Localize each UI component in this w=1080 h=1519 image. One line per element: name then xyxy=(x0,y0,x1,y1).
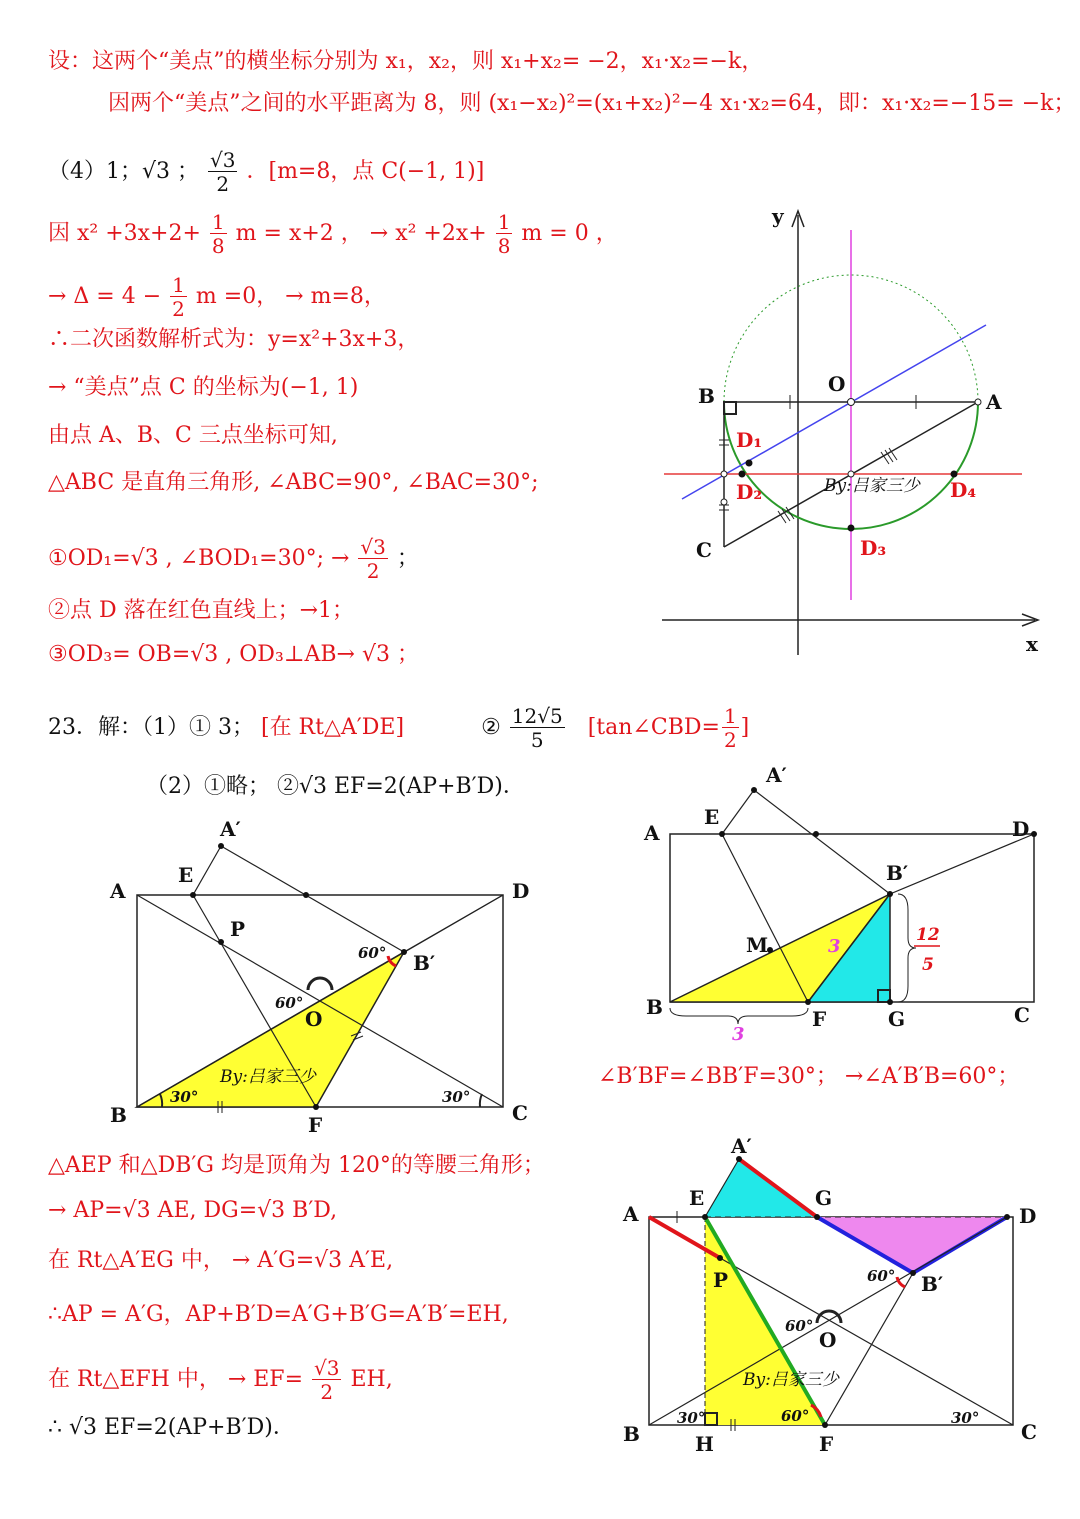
figure-fold-right xyxy=(640,760,1040,1050)
svg-text:A′: A′ xyxy=(220,817,241,841)
svg-text:30°: 30° xyxy=(442,1088,471,1106)
svg-text:By:吕家三少: By:吕家三少 xyxy=(824,476,920,496)
svg-text:60°: 60° xyxy=(867,1267,896,1285)
svg-text:H: H xyxy=(695,1432,714,1456)
svg-text:12: 12 xyxy=(916,925,940,945)
svg-text:C: C xyxy=(1014,1003,1030,1027)
line-set-x1-x2: 设：这两个“美点”的横坐标分别为 x₁，x₂，则 x₁+x₂= −2，x₁·x₂=−k， xyxy=(48,49,764,74)
svg-text:O: O xyxy=(819,1328,837,1352)
svg-text:P: P xyxy=(713,1268,729,1292)
svg-text:A: A xyxy=(644,821,660,845)
svg-text:30°: 30° xyxy=(677,1409,706,1427)
tan-one-half: $\frac{1}{2}$ xyxy=(723,704,737,752)
line-abc-coords: 由点 A、B、C 三点坐标可知, xyxy=(48,423,338,448)
q23-label: 23．解：（1）① 3； xyxy=(48,715,254,740)
svg-text:P: P xyxy=(230,917,246,941)
svg-text:C: C xyxy=(512,1101,528,1125)
q4-values: （4）1；√3 ； xyxy=(48,159,200,184)
one-eighth-fraction-2: $\frac{1}{8}$ xyxy=(497,210,511,258)
svg-text:y: y xyxy=(772,204,784,228)
svg-text:A′: A′ xyxy=(766,763,787,787)
svg-text:C: C xyxy=(1021,1420,1037,1444)
line-ap-dg: → AP=√3 AE, DG=√3 B′D, xyxy=(48,1198,338,1223)
line-case-1: ①OD₁=√3 , ∠BOD₁=30°; → $\frac{√3}{2}$ ； xyxy=(48,535,419,583)
svg-text:M: M xyxy=(746,933,769,957)
svg-text:B: B xyxy=(110,1103,127,1127)
svg-text:3: 3 xyxy=(828,936,841,957)
line-quadratic: ∴二次函数解析式为：y=x²+3x+3， xyxy=(48,327,420,352)
svg-text:30°: 30° xyxy=(170,1088,199,1106)
line-q23-part2: （2）①略； ②√3 EF=2(AP+B′D)． xyxy=(146,774,525,799)
line-case-3: ③OD₃= OB=√3 , OD₃⊥AB→ √3 ； xyxy=(48,642,419,667)
line-angle-result: ∠B′BF=∠BB′F=30°； →∠A′B′B=60°； xyxy=(598,1064,1020,1089)
svg-text:x: x xyxy=(1026,632,1038,656)
svg-text:A: A xyxy=(623,1202,639,1226)
figure-coordinate-circle xyxy=(650,195,1070,665)
figure-fold-left xyxy=(100,810,550,1140)
svg-text:B′: B′ xyxy=(886,861,909,885)
svg-text:B: B xyxy=(698,384,715,408)
one-eighth-fraction: $\frac{1}{8}$ xyxy=(211,210,225,258)
svg-text:B: B xyxy=(646,995,663,1019)
figure-fold-colored xyxy=(615,1135,1055,1465)
svg-text:By:吕家三少: By:吕家三少 xyxy=(743,1370,839,1390)
svg-text:F: F xyxy=(812,1007,827,1031)
sqrt3-over-2-fraction: $\frac{√3}{2}$ xyxy=(210,148,236,196)
svg-text:5: 5 xyxy=(922,955,934,975)
line-q23-answer: 23．解：（1）① 3； [在 Rt△A′DE] ② $\frac{12√5}{5}$ [tan∠CBD= $\frac{1}{2}$ ] xyxy=(48,704,750,752)
svg-text:F: F xyxy=(308,1113,323,1137)
svg-text:B′: B′ xyxy=(921,1272,944,1296)
svg-text:O: O xyxy=(828,372,846,396)
svg-text:B′: B′ xyxy=(413,951,436,975)
svg-text:30°: 30° xyxy=(951,1409,980,1427)
svg-text:3: 3 xyxy=(732,1024,745,1045)
line-equation-m: 因 x² +3x+2+ $\frac{1}{8}$ m = x+2 ， → x² +2x+ $\frac{1}{8}$ m = 0 ， xyxy=(48,210,618,258)
line-conclusion: ∴ √3 EF=2(AP+B′D)． xyxy=(48,1415,295,1440)
svg-text:D₄: D₄ xyxy=(950,478,977,502)
svg-text:D₁: D₁ xyxy=(736,428,763,452)
q4-hint: ．[m=8，点 C(−1, 1)] xyxy=(246,159,485,184)
svg-text:D: D xyxy=(1019,1204,1037,1228)
line-point-c: → “美点”点 C 的坐标为(−1, 1) xyxy=(48,375,359,400)
line-isosceles: △AEP 和△DB′G 均是顶角为 120°的等腰三角形； xyxy=(48,1153,545,1178)
svg-text:D: D xyxy=(512,879,530,903)
line-horizontal-distance: 因两个“美点”之间的水平距离为 8，则 (x₁−x₂)²=(x₁+x₂)²−4 x₁·x₂=64，即：x₁·x₂=−15= −k； xyxy=(108,91,1076,116)
svg-text:A: A xyxy=(986,390,1002,414)
line-rt-efh: 在 Rt△EFH 中， → EF= $\frac{√3}{2}$ EH, xyxy=(48,1356,393,1404)
svg-text:F: F xyxy=(819,1432,834,1456)
svg-text:G: G xyxy=(815,1186,833,1210)
svg-text:D: D xyxy=(1012,817,1030,841)
svg-text:60°: 60° xyxy=(358,944,387,962)
svg-text:D₂: D₂ xyxy=(736,480,763,504)
svg-text:A: A xyxy=(110,879,126,903)
svg-text:B: B xyxy=(623,1422,640,1446)
svg-text:A′: A′ xyxy=(731,1134,752,1158)
svg-text:D₃: D₃ xyxy=(860,536,887,560)
twelve-root5-over-5: $\frac{12√5}{5}$ xyxy=(511,704,563,752)
line-discriminant: → Δ = 4 − $\frac{1}{2}$ m =0， → m=8， xyxy=(48,273,386,321)
svg-text:O: O xyxy=(305,1007,323,1031)
line-case-2: ②点 D 落在红色直线上；→1； xyxy=(48,598,355,623)
svg-text:60°: 60° xyxy=(785,1317,814,1335)
svg-text:E: E xyxy=(178,863,194,887)
svg-text:60°: 60° xyxy=(275,994,304,1012)
sqrt3-over-2-fraction-2: $\frac{√3}{2}$ xyxy=(360,535,386,583)
svg-text:60°: 60° xyxy=(781,1407,810,1425)
svg-text:By:吕家三少: By:吕家三少 xyxy=(220,1067,316,1087)
line-rt-aeg: 在 Rt△A′EG 中， → A′G=√3 A′E, xyxy=(48,1248,394,1273)
svg-text:G: G xyxy=(888,1007,906,1031)
svg-text:E: E xyxy=(689,1186,705,1210)
sqrt3-over-2-fraction-3: $\frac{√3}{2}$ xyxy=(314,1356,340,1404)
one-half-fraction: $\frac{1}{2}$ xyxy=(172,273,185,321)
line-right-triangle: △ABC 是直角三角形, ∠ABC=90°, ∠BAC=30°; xyxy=(48,470,539,495)
line-ap-equals: ∴AP = A′G，AP+B′D=A′G+B′G=A′B′=EH, xyxy=(48,1302,509,1327)
svg-text:C: C xyxy=(696,538,712,562)
svg-text:E: E xyxy=(704,805,720,829)
line-q4-answer xyxy=(48,150,484,194)
